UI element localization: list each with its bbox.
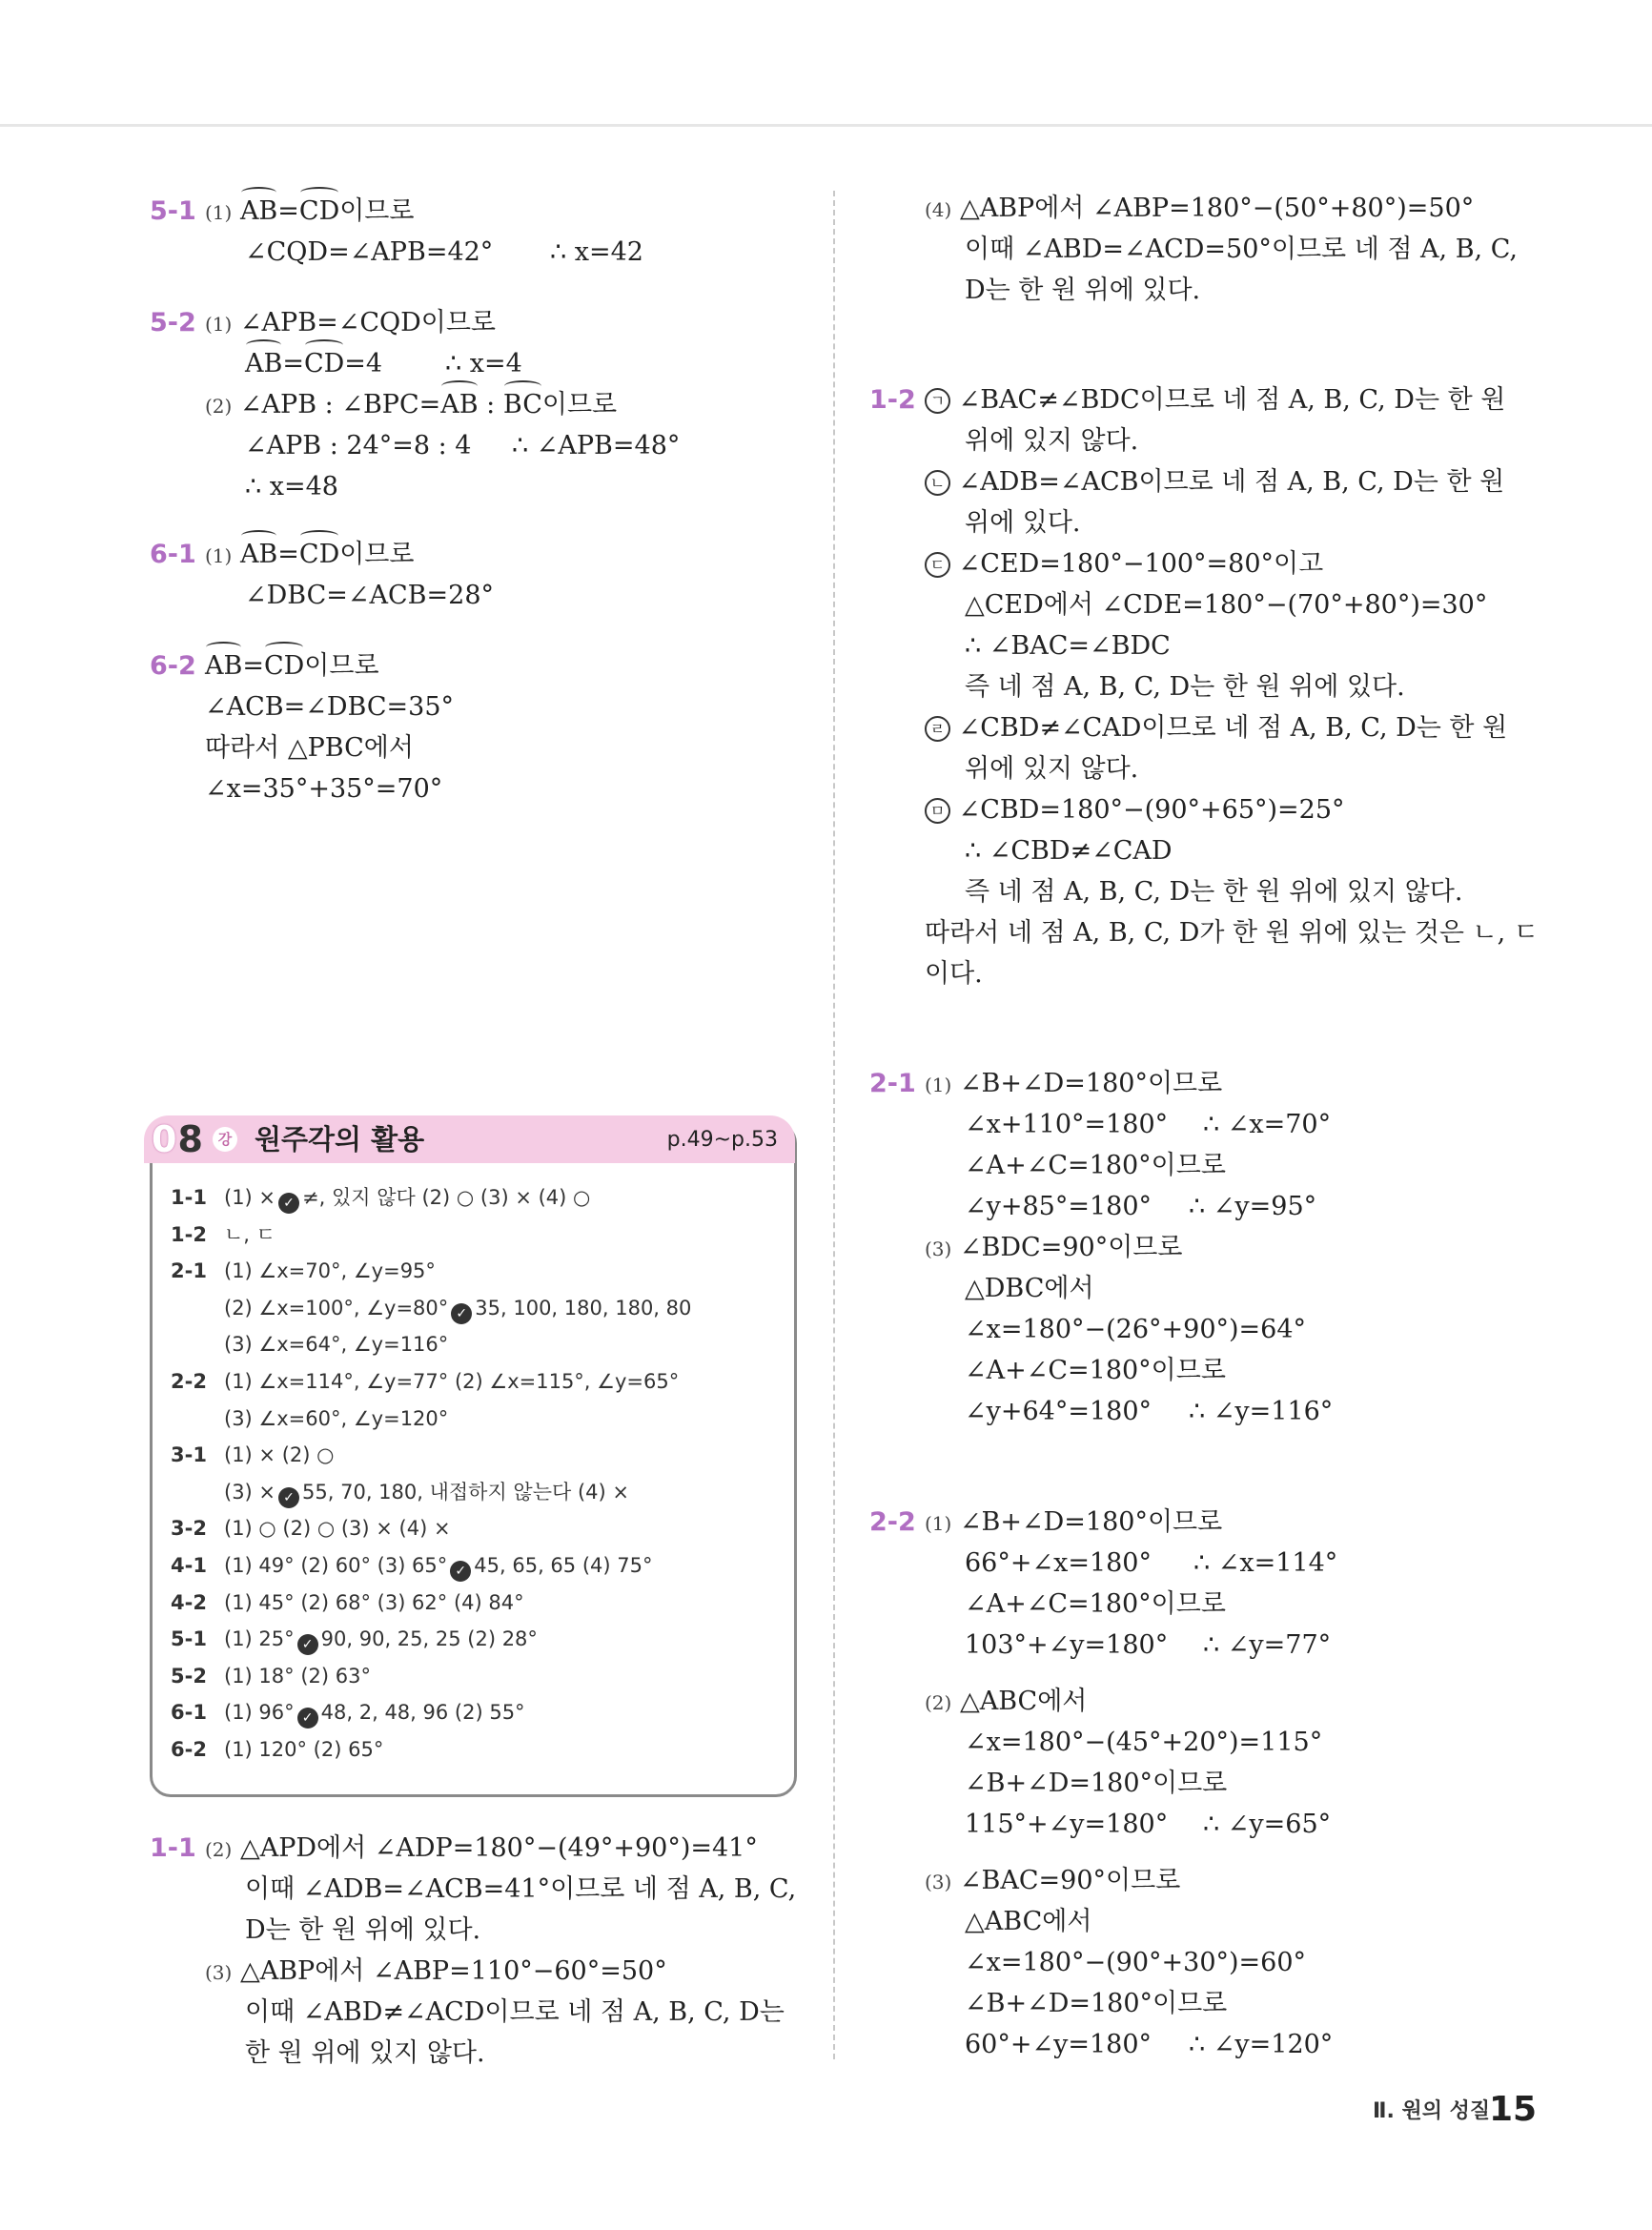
page-range: p.49~p.53 [666, 1128, 778, 1152]
answer-line: ∴ ∠CBD≠∠CAD [965, 836, 1173, 866]
summary-problem-number: 5-2 [171, 1665, 207, 1688]
badge-eight: 8 [177, 1118, 204, 1160]
summary-problem-number: 6-2 [171, 1738, 207, 1761]
equals: = [277, 196, 299, 226]
problem-number: 5-2 [150, 308, 196, 338]
check-icon: ✓ [297, 1708, 318, 1729]
answer-line [205, 1951, 667, 1994]
text: △APD에서 ∠ADP=180°−(49°+90°)=41° [239, 1833, 758, 1863]
summary-answer: (1) × (2) ○ [224, 1443, 335, 1466]
answer-line: △ABC에서 [965, 1907, 1092, 1936]
answer-line: ∠x=35°+35°=70° [205, 774, 443, 804]
summary-row [171, 1735, 383, 1764]
summary-row [171, 1514, 451, 1543]
arc-cd: CD [264, 645, 304, 686]
text: ∠APB : ∠BPC= [239, 390, 441, 419]
answer-result: ∴ x=42 [550, 237, 643, 267]
summary-problem-number: 6-1 [171, 1701, 207, 1724]
text: 이므로 [304, 651, 379, 681]
answer-line [925, 379, 1505, 420]
answer-line: D는 한 원 위에 있다. [965, 276, 1201, 305]
summary-answer: (3) × [224, 1481, 276, 1504]
check-icon: ✓ [278, 1193, 299, 1214]
answer-line: 즉 네 점 A, B, C, D는 한 원 위에 있지 않다. [965, 877, 1463, 907]
summary-answer-detail: 90, 90, 25, 25 (2) 28° [320, 1627, 538, 1650]
problem-6-2 [150, 645, 817, 817]
summary-answer: (1) 96° [224, 1701, 295, 1724]
answer-line [925, 1502, 1222, 1545]
answer-line: 이때 ∠ABD≠∠ACD이므로 네 점 A, B, C, D는 [245, 1997, 785, 2027]
page-number: 15 [1489, 2090, 1538, 2129]
problem-number: 1-2 [869, 385, 916, 415]
problem-number: 2-2 [869, 1507, 916, 1537]
text: ∠ADB=∠ACB이므로 네 점 A, B, C, D는 한 원 [958, 467, 1505, 497]
answer-line: ∠x=180°−(26°+90°)=64° [965, 1315, 1307, 1344]
text: ∠BDC=90°이므로 [959, 1233, 1183, 1262]
answer-line: 따라서 네 점 A, B, C, D가 한 원 위에 있는 것은 ㄴ, ㄷ [925, 918, 1539, 948]
summary-answer: (1) 120° (2) 65° [224, 1738, 384, 1761]
arc-ab: AB [240, 534, 277, 575]
summary-problem-number: 1-1 [171, 1186, 207, 1209]
top-rule [0, 124, 1652, 127]
summary-answer: (1) 49° (2) 60° (3) 65° [224, 1554, 448, 1577]
answer-line: ∠A+∠C=180°이므로 [965, 1589, 1226, 1619]
answer-result: ∴ ∠y=116° [1189, 1397, 1334, 1426]
summary-row [171, 1367, 679, 1396]
text: △ABP에서 ∠ABP=180°−(50°+80°)=50° [959, 194, 1475, 223]
part-marker: (1) [205, 201, 233, 224]
summary-answer-detail: 55, 70, 180, 내접하지 않는다 (4) × [302, 1481, 629, 1504]
summary-row [171, 1551, 652, 1582]
equals: = [282, 349, 304, 378]
text: △ABP에서 ∠ABP=110°−60°=50° [239, 1956, 667, 1986]
text: 이므로 [541, 390, 618, 419]
answer-line [925, 188, 1474, 231]
answer-result: ∴ ∠y=65° [1203, 1810, 1332, 1839]
answer-line [205, 645, 379, 686]
problem-5-2 [150, 302, 817, 512]
summary-row [171, 1698, 525, 1729]
answer-line: 이때 ∠ADB=∠ACB=41°이므로 네 점 A, B, C, [245, 1874, 797, 1904]
summary-answer: (1) 25° [224, 1627, 295, 1650]
check-icon: ✓ [278, 1487, 299, 1508]
problem-1-1 [150, 1828, 826, 2085]
answer-result: ∴ ∠APB=48° [512, 431, 681, 460]
summary-row [171, 1330, 448, 1359]
summary-row [171, 1257, 436, 1285]
part-marker: (4) [925, 198, 952, 221]
answer-line [205, 1828, 758, 1871]
answer-line [925, 1860, 1180, 1903]
check-icon: ✓ [451, 1303, 472, 1324]
summary-answer-detail: 45, 65, 65 (4) 75° [474, 1554, 653, 1577]
answer-line [205, 384, 617, 427]
answer-line: 위에 있다. [965, 508, 1081, 538]
answer-line: ∠x+110°=180° [965, 1110, 1169, 1139]
answer-line: ∠B+∠D=180°이므로 [965, 1989, 1228, 2018]
answer-line: 따라서 △PBC에서 [205, 733, 414, 763]
summary-answer-detail: 48, 2, 48, 96 (2) 55° [320, 1701, 525, 1724]
summary-answer: (3) ∠x=60°, ∠y=120° [224, 1407, 449, 1430]
answer-line [205, 302, 496, 345]
summary-problem-number: 3-2 [171, 1517, 207, 1540]
arc-cd: CD [304, 343, 344, 384]
equals: = [277, 540, 299, 569]
part-marker: (3) [925, 1871, 952, 1893]
arc-ab: AB [205, 645, 242, 686]
summary-answer: (3) ∠x=64°, ∠y=116° [224, 1333, 449, 1356]
answer-line: 위에 있지 않다. [965, 426, 1139, 456]
summary-answer: (2) ∠x=100°, ∠y=80° [224, 1297, 449, 1320]
choice-marker: ㄱ [925, 388, 950, 414]
summary-answer-detail: ≠, 있지 않다 (2) ○ (3) × (4) ○ [302, 1186, 591, 1209]
text: ∠CBD=180°−(90°+65°)=25° [958, 795, 1345, 825]
answer-line: ∠CQD=∠APB=42° [245, 237, 494, 267]
answer-result: ∴ ∠y=95° [1189, 1192, 1317, 1221]
arc-cd: CD [299, 191, 339, 232]
answer-line: 한 원 위에 있지 않다. [245, 2038, 485, 2068]
summary-answer: (1) ∠x=114°, ∠y=77° (2) ∠x=115°, ∠y=65° [224, 1370, 680, 1393]
summary-row [171, 1183, 590, 1214]
check-icon: ✓ [297, 1634, 318, 1655]
choice-marker: ㅁ [925, 798, 950, 824]
column-separator [833, 191, 835, 2059]
answer-line [925, 789, 1345, 830]
arc-bc: BC [503, 384, 542, 425]
summary-row [171, 1294, 691, 1324]
answer-line [925, 461, 1504, 502]
summary-answer: (1) 18° (2) 63° [224, 1665, 371, 1688]
answer-line [925, 1681, 1087, 1724]
summary-row [171, 1588, 524, 1617]
part-marker: (3) [925, 1238, 952, 1260]
lesson-badge [152, 1117, 204, 1161]
check-icon: ✓ [450, 1561, 471, 1582]
part-marker: (1) [205, 313, 233, 336]
problem-number: 6-2 [150, 651, 196, 681]
answer-line: ∠B+∠D=180°이므로 [965, 1769, 1228, 1798]
problem-5-1 [150, 191, 817, 276]
summary-answer: ㄴ, ㄷ [224, 1223, 275, 1246]
summary-answer: (1) ○ (2) ○ (3) × (4) × [224, 1517, 451, 1540]
answer-line: 115°+∠y=180° [965, 1810, 1169, 1839]
answer-line: ∠ACB=∠DBC=35° [205, 692, 454, 722]
text: △ABC에서 [959, 1687, 1088, 1716]
text: ∠B+∠D=180°이므로 [959, 1507, 1223, 1537]
answer-line [925, 1063, 1222, 1106]
summary-problem-number: 2-1 [171, 1259, 207, 1282]
summary-row [171, 1625, 538, 1655]
problem-2-1 [869, 1063, 1537, 1444]
problem-1-1-continued [869, 188, 1537, 317]
problem-6-1 [150, 534, 817, 620]
answer-line [925, 707, 1507, 748]
text: 이므로 [339, 196, 415, 226]
text: ∠B+∠D=180°이므로 [959, 1069, 1223, 1098]
lesson-label: 강 [213, 1127, 237, 1152]
answer-line: ∴ ∠BAC=∠BDC [965, 631, 1171, 661]
answer-line: ∠y+85°=180° [965, 1192, 1152, 1221]
badge-zero: 0 [152, 1118, 178, 1160]
summary-problem-number: 3-1 [171, 1443, 207, 1466]
summary-problem-number: 5-1 [171, 1627, 207, 1650]
problem-number: 6-1 [150, 540, 196, 569]
part-marker: (1) [205, 544, 233, 567]
part-marker: (2) [205, 395, 233, 418]
summary-answer: (1) ∠x=70°, ∠y=95° [224, 1259, 436, 1282]
arc-ab: AB [240, 191, 277, 232]
answer-line: ∠APB : 24°=8 : 4 [245, 431, 472, 460]
part-marker: (2) [925, 1691, 952, 1714]
answer-line: 이때 ∠ABD=∠ACD=50°이므로 네 점 A, B, C, [965, 235, 1518, 264]
answer-line: ∠x=180°−(90°+30°)=60° [965, 1948, 1307, 1977]
answer-result: ∴ ∠x=70° [1203, 1110, 1332, 1139]
answer-line [925, 1227, 1182, 1270]
choice-marker: ㄴ [925, 470, 950, 496]
problem-number: 5-1 [150, 196, 196, 226]
summary-answer: (1) 45° (2) 68° (3) 62° (4) 84° [224, 1591, 524, 1614]
equals: = [242, 651, 264, 681]
answer-line: 60°+∠y=180° [965, 2030, 1152, 2059]
answer-result: ∴ ∠y=120° [1189, 2030, 1334, 2059]
text: =4 [344, 349, 383, 378]
answer-line: ∠A+∠C=180°이므로 [965, 1356, 1226, 1385]
answer-line: ∠A+∠C=180°이므로 [965, 1151, 1226, 1180]
answer-line: △DBC에서 [965, 1274, 1094, 1303]
answer-line [245, 343, 382, 384]
answer-result: ∴ ∠y=77° [1203, 1630, 1332, 1660]
arc-ab: AB [245, 343, 282, 384]
summary-row [171, 1662, 371, 1690]
answer-line: ∠x=180°−(45°+20°)=115° [965, 1728, 1323, 1757]
summary-answer-detail: 35, 100, 180, 180, 80 [475, 1297, 692, 1320]
section-header [144, 1115, 795, 1163]
summary-row [171, 1220, 275, 1249]
part-marker: (3) [205, 1961, 233, 1984]
problem-2-2 [869, 1502, 1537, 2074]
answer-line: 위에 있지 않다. [965, 754, 1139, 784]
summary-problem-number: 1-2 [171, 1223, 207, 1246]
separator: : [478, 390, 503, 419]
answer-line: ∠DBC=∠ACB=28° [245, 581, 494, 610]
text: ∠BAC=90°이므로 [959, 1866, 1181, 1895]
answer-line: 66°+∠x=180° [965, 1548, 1152, 1578]
summary-problem-number: 2-2 [171, 1370, 207, 1393]
answer-result: ∴ ∠x=114° [1193, 1548, 1338, 1578]
arc-ab: AB [440, 384, 478, 425]
answer-line [205, 534, 414, 577]
answer-line [205, 191, 414, 234]
summary-row [171, 1441, 334, 1469]
text: ∠BAC≠∠BDC이므로 네 점 A, B, C, D는 한 원 [958, 385, 1506, 415]
choice-marker: ㄹ [925, 716, 950, 742]
text: ∠CBD≠∠CAD이므로 네 점 A, B, C, D는 한 원 [958, 713, 1508, 743]
text: ∠CED=180°−100°=80°이고 [958, 549, 1324, 579]
answer-line [925, 543, 1323, 584]
answer-line: △CED에서 ∠CDE=180°−(70°+80°)=30° [965, 590, 1488, 620]
arc-cd: CD [299, 534, 339, 575]
summary-row [171, 1404, 448, 1433]
summary-problem-number: 4-1 [171, 1554, 207, 1577]
summary-answer: (1) × [224, 1186, 276, 1209]
problem-number: 1-1 [150, 1833, 196, 1863]
answer-line: 103°+∠y=180° [965, 1630, 1169, 1660]
choice-marker: ㄷ [925, 552, 950, 578]
text: 이므로 [339, 540, 415, 569]
part-marker: (1) [925, 1074, 952, 1096]
answer-result: ∴ x=4 [445, 349, 522, 378]
chapter-label: Ⅱ. 원의 성질 [1373, 2099, 1491, 2123]
summary-problem-number: 4-2 [171, 1591, 207, 1614]
problem-number: 2-1 [869, 1069, 916, 1098]
text: ∠APB=∠CQD이므로 [239, 308, 497, 338]
part-marker: (2) [205, 1838, 233, 1861]
answer-line: ∴ x=48 [245, 472, 338, 501]
answer-line: 즉 네 점 A, B, C, D는 한 원 위에 있다. [965, 672, 1405, 702]
section-title: 원주각의 활용 [255, 1123, 425, 1156]
part-marker: (1) [925, 1512, 952, 1535]
answer-line: D는 한 원 위에 있다. [245, 1915, 481, 1945]
answer-line: 이다. [925, 959, 983, 989]
summary-row [171, 1478, 629, 1508]
problem-1-2 [869, 379, 1537, 999]
answer-line: ∠y+64°=180° [965, 1397, 1152, 1426]
